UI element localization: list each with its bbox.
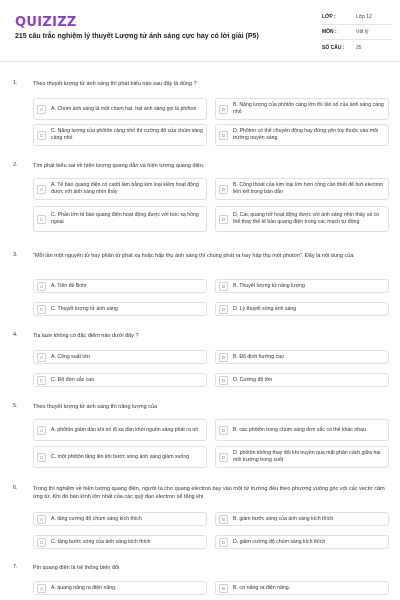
question-text: "Mỗi lần một nguyên tử hay phân tử phát xạ hoặc hấp thụ ánh sáng thì chúng phát ra hay hấp thụ một photon". Đây là nội dung của — [33, 253, 354, 259]
answer-option-d[interactable] — [215, 373, 389, 387]
option-letter-badge: C — [37, 538, 46, 547]
worksheet-meta — [322, 10, 392, 56]
option-text: B. Thuyết lượng tử năng lượng — [233, 282, 305, 289]
option-text: A. tăng cường độ chùm sáng kích thích — [51, 515, 142, 522]
answer-option-a[interactable] — [33, 512, 207, 526]
answer-option-a[interactable] — [33, 279, 207, 293]
option-text: D. giảm cường độ chùm sáng kích thích — [233, 538, 326, 545]
answer-option-a[interactable] — [33, 98, 207, 120]
worksheet-title: 215 câu trắc nghiệm lý thuyết Lượng tử ánh sáng cực hay có lời giải (P5) — [15, 33, 259, 40]
option-text: C. Độ đơn sắc cao — [51, 376, 95, 383]
answer-option-b[interactable] — [215, 279, 389, 293]
option-letter-badge: C — [37, 305, 46, 314]
answer-option-c[interactable] — [33, 373, 207, 387]
option-text: C. Thuyết lượng tử ánh sáng — [51, 305, 118, 312]
option-text: B. Độ định hướng cao — [233, 353, 284, 360]
meta-row-grade — [322, 10, 392, 25]
option-text: B. các phôtôn trong chùm sáng đơn sắc có thể khác nhau — [233, 426, 366, 433]
answer-option-b[interactable] — [215, 581, 389, 595]
option-letter-badge: B — [219, 353, 228, 362]
answer-option-b[interactable] — [215, 350, 389, 364]
question-number: 1. — [13, 80, 18, 86]
question-text: Trong thí nghiệm về hiện tượng quang điện, người ta cho quang electron bay vào một từ trường đều theo phương vuông góc với các vectơ cảm ứng từ. Khi đó bán kính lớn nhất của các quỹ đạo electron sẽ tăng khi — [33, 486, 385, 500]
question-number: 2. — [13, 162, 18, 168]
meta-value: 25 — [356, 44, 362, 51]
meta-value: Lớp 12 — [356, 14, 372, 20]
option-text: B. Năng lượng của phôtôn càng lớn thì tần số của ánh sáng càng nhỏ — [233, 102, 384, 115]
question-number: 6. — [13, 485, 18, 491]
option-letter-badge: A — [37, 515, 46, 524]
option-letter-badge: B — [219, 426, 228, 435]
option-text: C. một phôtôn tăng lên khi bước sóng ánh sáng giảm xuống — [51, 453, 190, 460]
question-number: 5. — [13, 403, 18, 409]
answer-option-a[interactable] — [33, 350, 207, 364]
answer-option-a[interactable] — [33, 178, 207, 200]
meta-label: LỚP : — [322, 14, 336, 20]
option-text: B. Công thoát của kim loại lớn hơn công cần thiết để bứt electron liên kết trong bán dẫn — [233, 182, 384, 195]
option-text: C. Năng lượng của phôtôn càng nhỏ thì cường độ của chùm sáng càng nhỏ — [51, 128, 203, 141]
option-letter-badge: B — [219, 282, 228, 291]
quizizz-logo: QUIZIZZ — [15, 15, 77, 30]
meta-row-count — [322, 40, 392, 55]
option-letter-badge: D — [219, 305, 228, 314]
question-text: Theo thuyết lượng tử ánh sáng thì phát biểu nào sau đây là đúng ? — [33, 81, 197, 87]
option-letter-badge: B — [219, 515, 228, 524]
question-number: 3. — [13, 252, 18, 258]
answer-option-d[interactable] — [215, 302, 389, 316]
option-letter-badge: C — [37, 453, 46, 462]
option-letter-badge: A — [37, 282, 46, 291]
answer-option-c[interactable] — [33, 206, 207, 232]
option-letter-badge: D — [219, 376, 228, 385]
answer-option-c[interactable] — [33, 302, 207, 316]
answer-option-b[interactable] — [215, 178, 389, 200]
option-text: D. Cường độ lớn — [233, 376, 273, 383]
question-text: Tia laze không có đặc điểm nào dưới đây ? — [33, 333, 139, 339]
question-number: 7. — [13, 564, 18, 570]
option-letter-badge: B — [219, 185, 228, 194]
option-letter-badge: D — [219, 453, 228, 462]
option-letter-badge: D — [219, 538, 228, 547]
answer-option-d[interactable] — [215, 124, 389, 146]
answer-option-b[interactable] — [215, 512, 389, 526]
option-text: C. Phần lớn tế bào quang điện hoạt động được với bức xạ hồng ngoại — [51, 212, 199, 225]
answer-option-d[interactable] — [215, 535, 389, 549]
option-letter-badge: A — [37, 185, 46, 194]
answer-option-a[interactable] — [33, 419, 207, 441]
answer-option-b[interactable] — [215, 98, 389, 120]
option-text: A. Chùm ánh sáng là một chùm hạt, hạt ánh sáng gọi là phôton — [51, 105, 197, 112]
option-text: A. Tế bào quang điện có catốt làm bằng kim loại kiềm hoạt động được với ánh sáng nhìn thấy — [51, 182, 199, 195]
meta-value: Vật lý — [356, 29, 369, 35]
question-text: Theo thuyết lượng tử ánh sáng thì năng lượng của — [33, 404, 158, 410]
option-text: D. Phôton có thể chuyển động hay đứng yên tùy thuộc vào môi trường truyền sáng — [233, 128, 379, 141]
option-text: A. quang năng ra điện năng. — [51, 584, 117, 591]
answer-option-d[interactable] — [215, 446, 389, 468]
option-letter-badge: C — [37, 131, 46, 140]
option-letter-badge: B — [219, 105, 228, 114]
question-number: 4. — [13, 332, 18, 338]
option-letter-badge: A — [37, 353, 46, 362]
meta-label: MÔN : — [322, 29, 337, 35]
option-letter-badge: D — [219, 131, 228, 140]
answer-option-c[interactable] — [33, 446, 207, 468]
option-text: A. Tiên đề Bohr — [51, 282, 87, 289]
option-letter-badge: D — [219, 215, 228, 224]
option-text: C. tăng bước sóng của ánh sáng kích thích — [51, 538, 151, 545]
option-letter-badge: A — [37, 584, 46, 593]
option-letter-badge: C — [37, 215, 46, 224]
option-text: D. Các quang trở hoạt động được với ánh sáng nhìn thấy và có thể thay thế tế bào quang điện trong các mạch tự động — [233, 212, 380, 225]
option-letter-badge: A — [37, 426, 46, 435]
option-text: A. Công suất lớn — [51, 353, 90, 360]
option-letter-badge: C — [37, 376, 46, 385]
meta-row-subject — [322, 25, 392, 40]
option-text: B. giảm bước sóng của ánh sáng kích thích — [233, 515, 334, 522]
answer-option-a[interactable] — [33, 581, 207, 595]
option-letter-badge: A — [37, 105, 46, 114]
option-text: B. cơ năng ra điện năng. — [233, 584, 291, 591]
answer-option-d[interactable] — [215, 206, 389, 232]
answer-option-b[interactable] — [215, 419, 389, 441]
option-text: D. Lý thuyết sóng ánh sáng — [233, 305, 297, 312]
meta-label: SỐ CÂU : — [322, 44, 345, 51]
answer-option-c[interactable] — [33, 124, 207, 146]
option-letter-badge: B — [219, 584, 228, 593]
answer-option-c[interactable] — [33, 535, 207, 549]
worksheet-header — [0, 0, 400, 62]
option-text: D. phôtôn không thay đổi khi truyền qua mặt phân cách giữa hai môi trường trong suốt — [233, 450, 381, 463]
question-text: Pin quang điện là hệ thống biến đổi — [33, 565, 120, 571]
question-text: Tìm phát biểu sai về hiện tượng quang dẫn và hiện tượng quang điện. — [33, 163, 205, 169]
option-text: A. phôtôn giảm dần khi nó đi xa dần khỏi nguồn sáng phát ra nó — [51, 426, 199, 433]
